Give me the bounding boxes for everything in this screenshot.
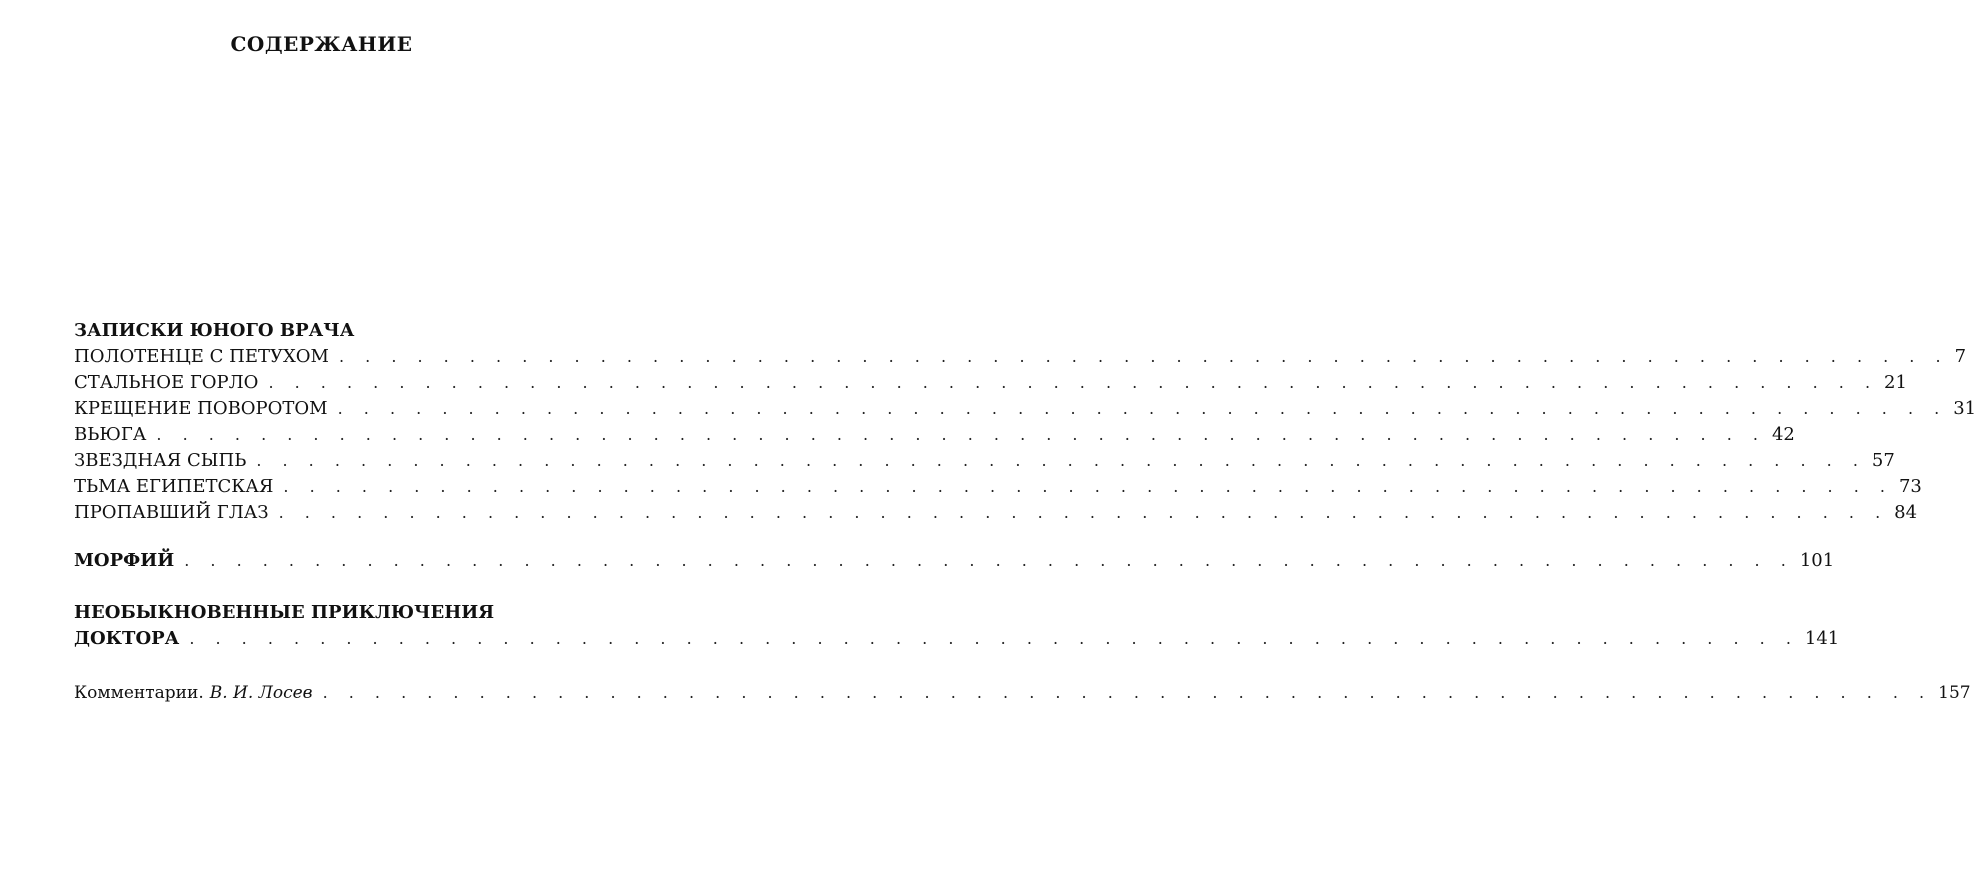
- toc-entry-title: СТАЛЬНОЕ ГОРЛО: [74, 372, 259, 393]
- dot-leader: . . . . . . . . . . . . . . . . . . . . . . . . . . . . . . . . . . . . . . . . . . . . . . . . . . . . . . . . . . . . . .: [322, 683, 1933, 702]
- dot-leader: . . . . . . . . . . . . . . . . . . . . . . . . . . . . . . . . . . . . . . . . . . . . . . . . . . . . . . . . . . . . . .: [156, 425, 1766, 444]
- toc-entry-page: 101: [1799, 550, 1835, 571]
- toc-entry[interactable]: [74, 344, 1967, 370]
- toc-entry-page: 141: [1804, 628, 1840, 649]
- toc-entry-page: 31: [1953, 398, 1976, 419]
- toc-entry-title: ДОКТОРА: [74, 628, 180, 649]
- spacer: [74, 574, 582, 600]
- toc-entry-title-line1: НЕОБЫКНОВЕННЫЕ ПРИКЛЮЧЕНИЯ: [74, 602, 495, 623]
- toc-entry-page: 73: [1898, 476, 1922, 497]
- dot-leader: . . . . . . . . . . . . . . . . . . . . . . . . . . . . . . . . . . . . . . . . . . . . . . . . . . . . . . . . . . . . . .: [189, 629, 1799, 648]
- toc-entry-page: 157: [1938, 683, 1971, 703]
- toc-entry-commentary[interactable]: [74, 680, 1971, 706]
- spacer: [74, 652, 582, 680]
- toc-entry-title: ЗВЕЗДНАЯ СЫПЬ: [74, 450, 247, 471]
- toc-entry-title: КРЕЩЕНИЕ ПОВОРОТОМ: [74, 398, 328, 419]
- toc-entry-neobyknovennye[interactable]: [74, 626, 1840, 652]
- commentary-label: Комментарии.: [74, 683, 204, 703]
- toc-entry-page: 7: [1954, 346, 1967, 367]
- toc-entry-page: 84: [1894, 502, 1918, 523]
- dot-leader: . . . . . . . . . . . . . . . . . . . . . . . . . . . . . . . . . . . . . . . . . . . . . . . . . . . . . . . . . . . . . .: [278, 503, 1889, 522]
- dot-leader: . . . . . . . . . . . . . . . . . . . . . . . . . . . . . . . . . . . . . . . . . . . . . . . . . . . . . . . . . . . . . .: [338, 347, 1949, 366]
- toc-entry-title: ВЬЮГА: [74, 424, 147, 445]
- toc-entry-page: 21: [1884, 372, 1907, 393]
- toc-entry-morfiy[interactable]: [74, 548, 1835, 574]
- dot-leader: . . . . . . . . . . . . . . . . . . . . . . . . . . . . . . . . . . . . . . . . . . . . . . . . . . . . . . . . . . . . . .: [268, 373, 1879, 392]
- toc-entry[interactable]: [74, 500, 1918, 526]
- section-title-zapiski: ЗАПИСКИ ЮНОГО ВРАЧА: [74, 320, 355, 341]
- toc-entry[interactable]: [74, 474, 1922, 500]
- toc-entry[interactable]: [74, 396, 1976, 422]
- toc-entry[interactable]: [74, 422, 1795, 448]
- toc-entry-title: ПРОПАВШИЙ ГЛАЗ: [74, 502, 269, 523]
- dot-leader: . . . . . . . . . . . . . . . . . . . . . . . . . . . . . . . . . . . . . . . . . . . . . . . . . . . . . . . . . . . . . .: [283, 477, 1893, 496]
- dot-leader: . . . . . . . . . . . . . . . . . . . . . . . . . . . . . . . . . . . . . . . . . . . . . . . . . . . . . . . . . . . . . .: [256, 451, 1866, 470]
- toc-entry-page: 57: [1871, 450, 1895, 471]
- toc-entry-title: [74, 680, 313, 706]
- toc-entry-page: 42: [1771, 424, 1795, 445]
- toc-entry-title: МОРФИЙ: [74, 550, 175, 571]
- table-of-contents: [74, 318, 1976, 706]
- toc-entry-title: ПОЛОТЕНЦЕ С ПЕТУХОМ: [74, 346, 329, 367]
- commentary-author: В. И. Лосев: [209, 683, 313, 703]
- toc-entry[interactable]: [74, 448, 1895, 474]
- spacer: [74, 526, 582, 548]
- dot-leader: . . . . . . . . . . . . . . . . . . . . . . . . . . . . . . . . . . . . . . . . . . . . . . . . . . . . . . . . . . . . . .: [184, 551, 1794, 570]
- page-title: СОДЕРЖАНИЕ: [230, 32, 413, 56]
- dot-leader: . . . . . . . . . . . . . . . . . . . . . . . . . . . . . . . . . . . . . . . . . . . . . . . . . . . . . . . . . . . . . .: [337, 399, 1948, 418]
- toc-entry[interactable]: [74, 370, 1907, 396]
- toc-entry-title: ТЬМА ЕГИПЕТСКАЯ: [74, 476, 274, 497]
